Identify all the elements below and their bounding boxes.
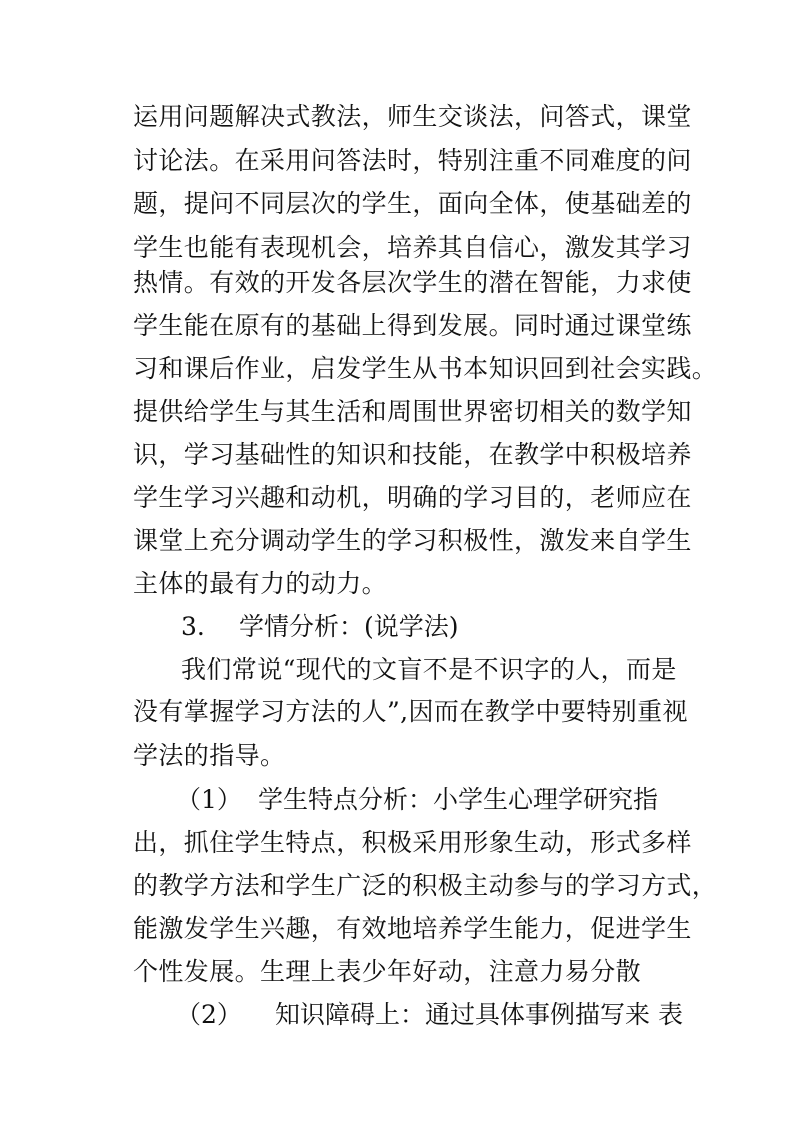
text-line: 学生能在原有的基础上得到发展。同时通过课堂练: [133, 311, 692, 340]
section-number: 3.: [181, 612, 205, 641]
text-line: 题，提问不同层次的学生，面向全体，使基础差的: [133, 189, 692, 218]
item-label: （1）: [176, 785, 242, 814]
text-line: 个性发展。生理上表少年好动，注意力易分散: [133, 957, 642, 986]
text-line: 讨论法。在采用问答法时，特别注重不同难度的问: [133, 146, 692, 175]
text-line: 能激发学生兴趣，有效地培养学生能力，促进学生: [133, 914, 692, 943]
section-title: 学情分析：(说学法): [239, 612, 459, 641]
text-line: 出，抓住学生特点，积极采用形象生动，形式多样: [133, 828, 692, 857]
text-line: 学法的指导。: [133, 741, 286, 770]
text-line: 习和课后作业，启发学生从书本知识回到社会实践。: [133, 354, 718, 383]
text-line: 没有掌握学习方法的人”,因而在教学中要特别重视: [133, 697, 688, 726]
text-line: 知识障碍上：通过具体事例描写来 表: [275, 1000, 683, 1029]
text-line: 学生特点分析：小学生心理学研究指: [258, 785, 659, 814]
text-line: 学生也能有表现机会，培养其自信心，激发其学习: [133, 233, 692, 262]
text-line: 学生学习兴趣和动机，明确的学习目的，老师应在: [133, 483, 692, 512]
text-line: 识，学习基础性的知识和技能，在教学中积极培养: [133, 440, 692, 469]
text-line: 提供给学生与其生活和周围世界密切相关的数学知: [133, 397, 692, 426]
text-line: 我们常说“现代的文盲不是不识字的人，而是: [181, 655, 677, 684]
text-line: 的教学方法和学生广泛的积极主动参与的学习方式，: [133, 871, 718, 900]
text-line: 运用问题解决式教法，师生交谈法，问答式，课堂: [133, 102, 692, 131]
item-label: （2）: [176, 1000, 242, 1029]
text-line: 热情。有效的开发各层次学生的潜在智能，力求使: [133, 268, 692, 297]
text-line: 主体的最有力的动力。: [133, 569, 388, 598]
text-line: 课堂上充分调动学生的学习积极性，激发来自学生: [133, 526, 692, 555]
